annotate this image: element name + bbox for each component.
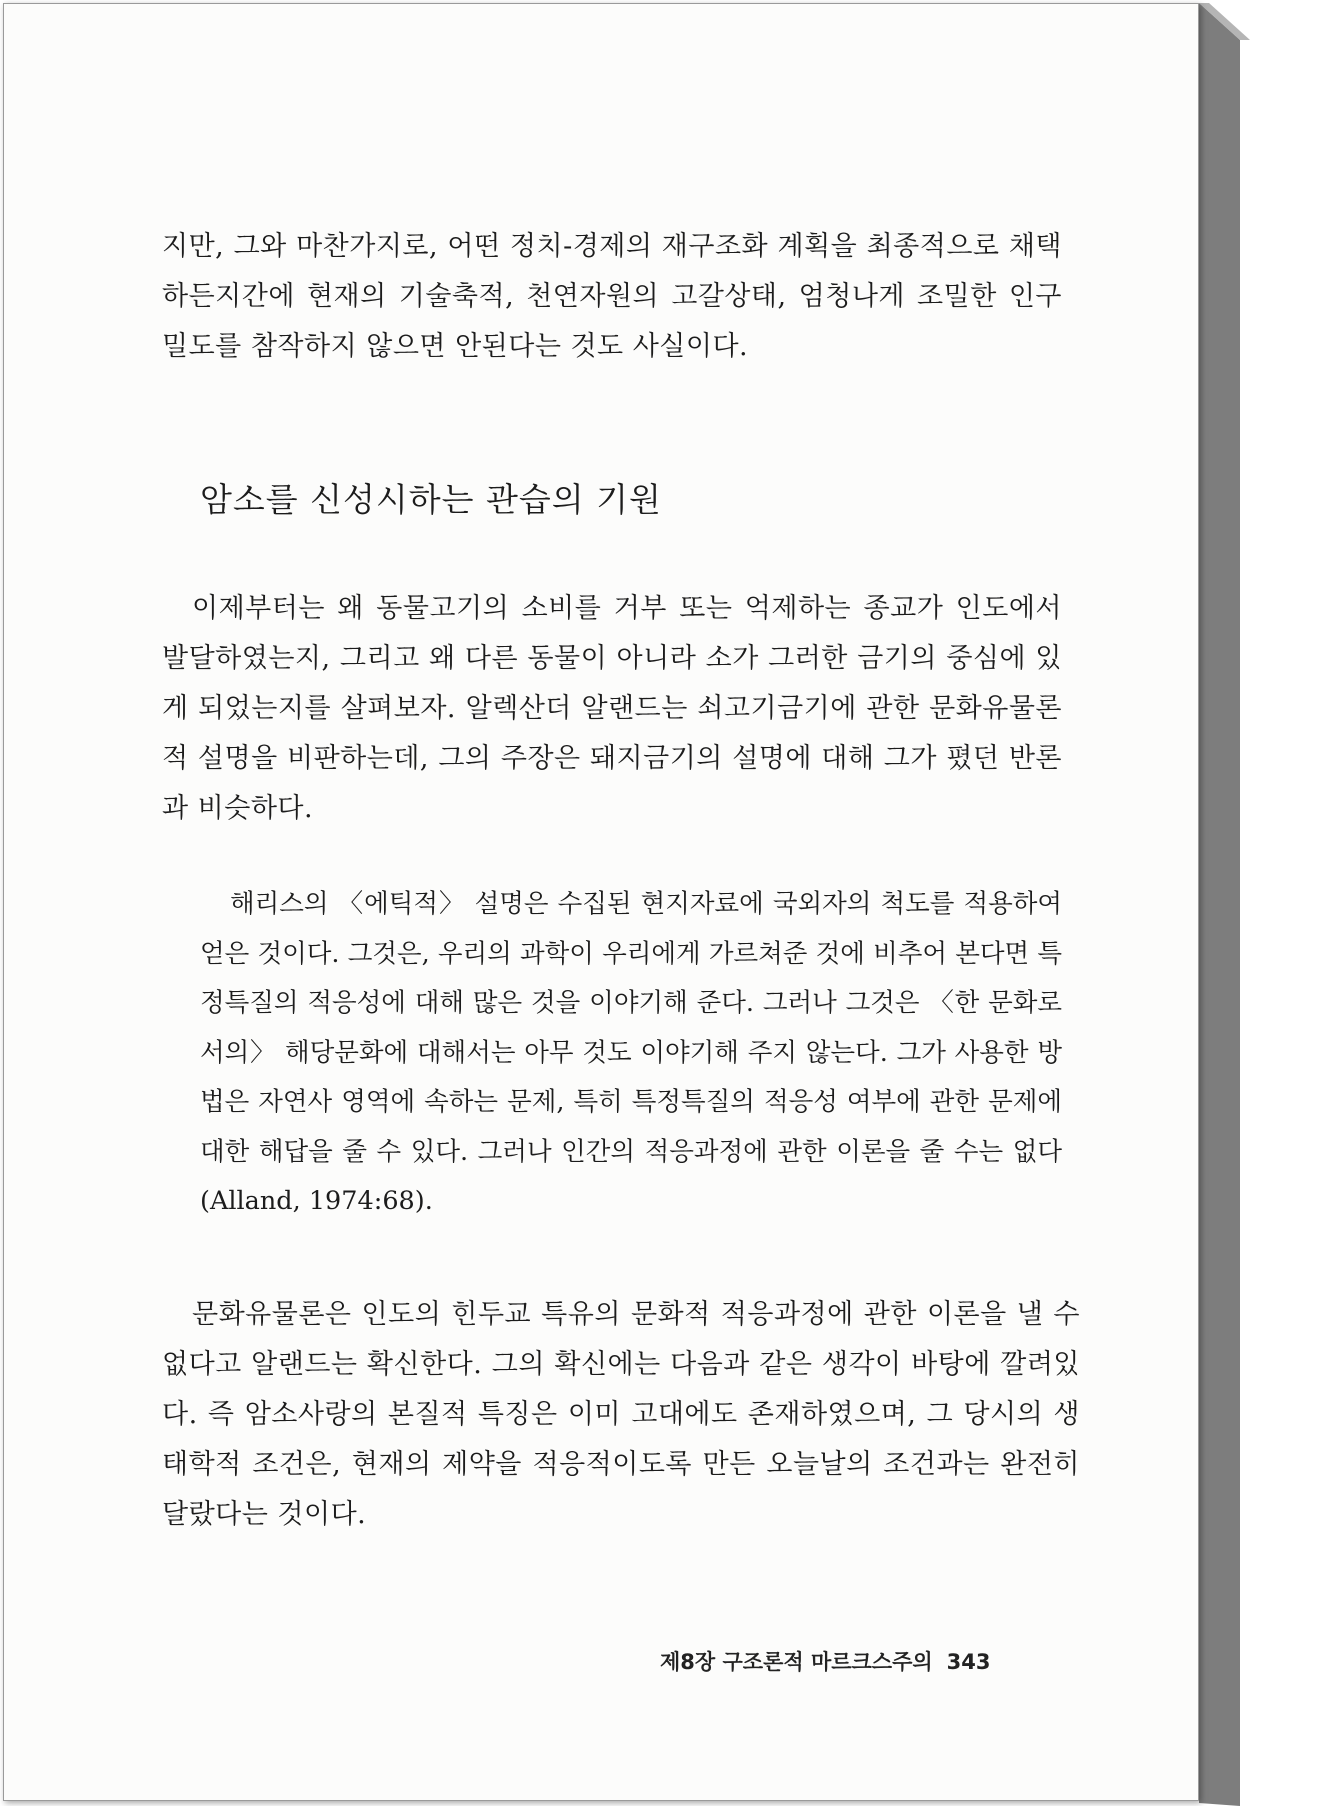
- footer-chapter-title: 제8장 구조론적 마르크스주의: [660, 1650, 933, 1674]
- block-quote: 해리스의 〈에틱적〉 설명은 수집된 현지자료에 국외자의 척도를 적용하여 얻은 것이다. 그것은, 우리의 과학이 우리에게 가르쳐준 것에 비추어 본다면 특정특질의 적응성에 대해 많은 것을 이야기해 준다. 그러나 그것은 〈한 문화로서의〉 해당문화에 대해서는 아무 것도 이야기해 주지 않는다. 그가 사용한 방법은 자연사 영역에 속하는 문제, 특히 특정특질의 적응성 여부에 관한 문제에 대한 해답을 줄 수 있다. 그러나 인간의 적응과정에 관한 이론을 줄 수는 없다(Alland, 1974:68).: [200, 889, 1062, 1216]
- paragraph-continued: 지만, 그와 마찬가지로, 어떤 정치-경제의 재구조화 계획을 최종적으로 채택하든지간에 현재의 기술축적, 천연자원의 고갈상태, 엄청나게 조밀한 인구밀도를 참작하지 않으면 안된다는 것도 사실이다.: [162, 231, 1062, 362]
- paragraph-body-2: 문화유물론은 인도의 힌두교 특유의 문화적 적응과정에 관한 이론을 낼 수 없다고 알랜드는 확신한다. 그의 확신에는 다음과 같은 생각이 바탕에 깔려있다. 즉 암소사랑의 본질적 특징은 이미 고대에도 존재하였으며, 그 당시의 생태학적 조건은, 현재의 제약을 적응적이도록 만든 오늘날의 조건과는 완전히 달랐다는 것이다.: [162, 1299, 1080, 1530]
- page-number: 343: [946, 1650, 991, 1674]
- paragraph-body: 이제부터는 왜 동물고기의 소비를 거부 또는 억제하는 종교가 인도에서 발달하였는지, 그리고 왜 다른 동물이 아니라 소가 그러한 금기의 중심에 있게 되었는지를 살펴보자. 알렉산더 알랜드는 쇠고기금기에 관한 문화유물론적 설명을 비판하는데, 그의 주장은 돼지금기의 설명에 대해 그가 폈던 반론과 비슷하다.: [162, 593, 1062, 824]
- section-heading: 암소를 신성시하는 관습의 기원: [200, 480, 662, 519]
- book-spine-edge: [1199, 3, 1240, 1806]
- running-footer: [660, 1646, 991, 1676]
